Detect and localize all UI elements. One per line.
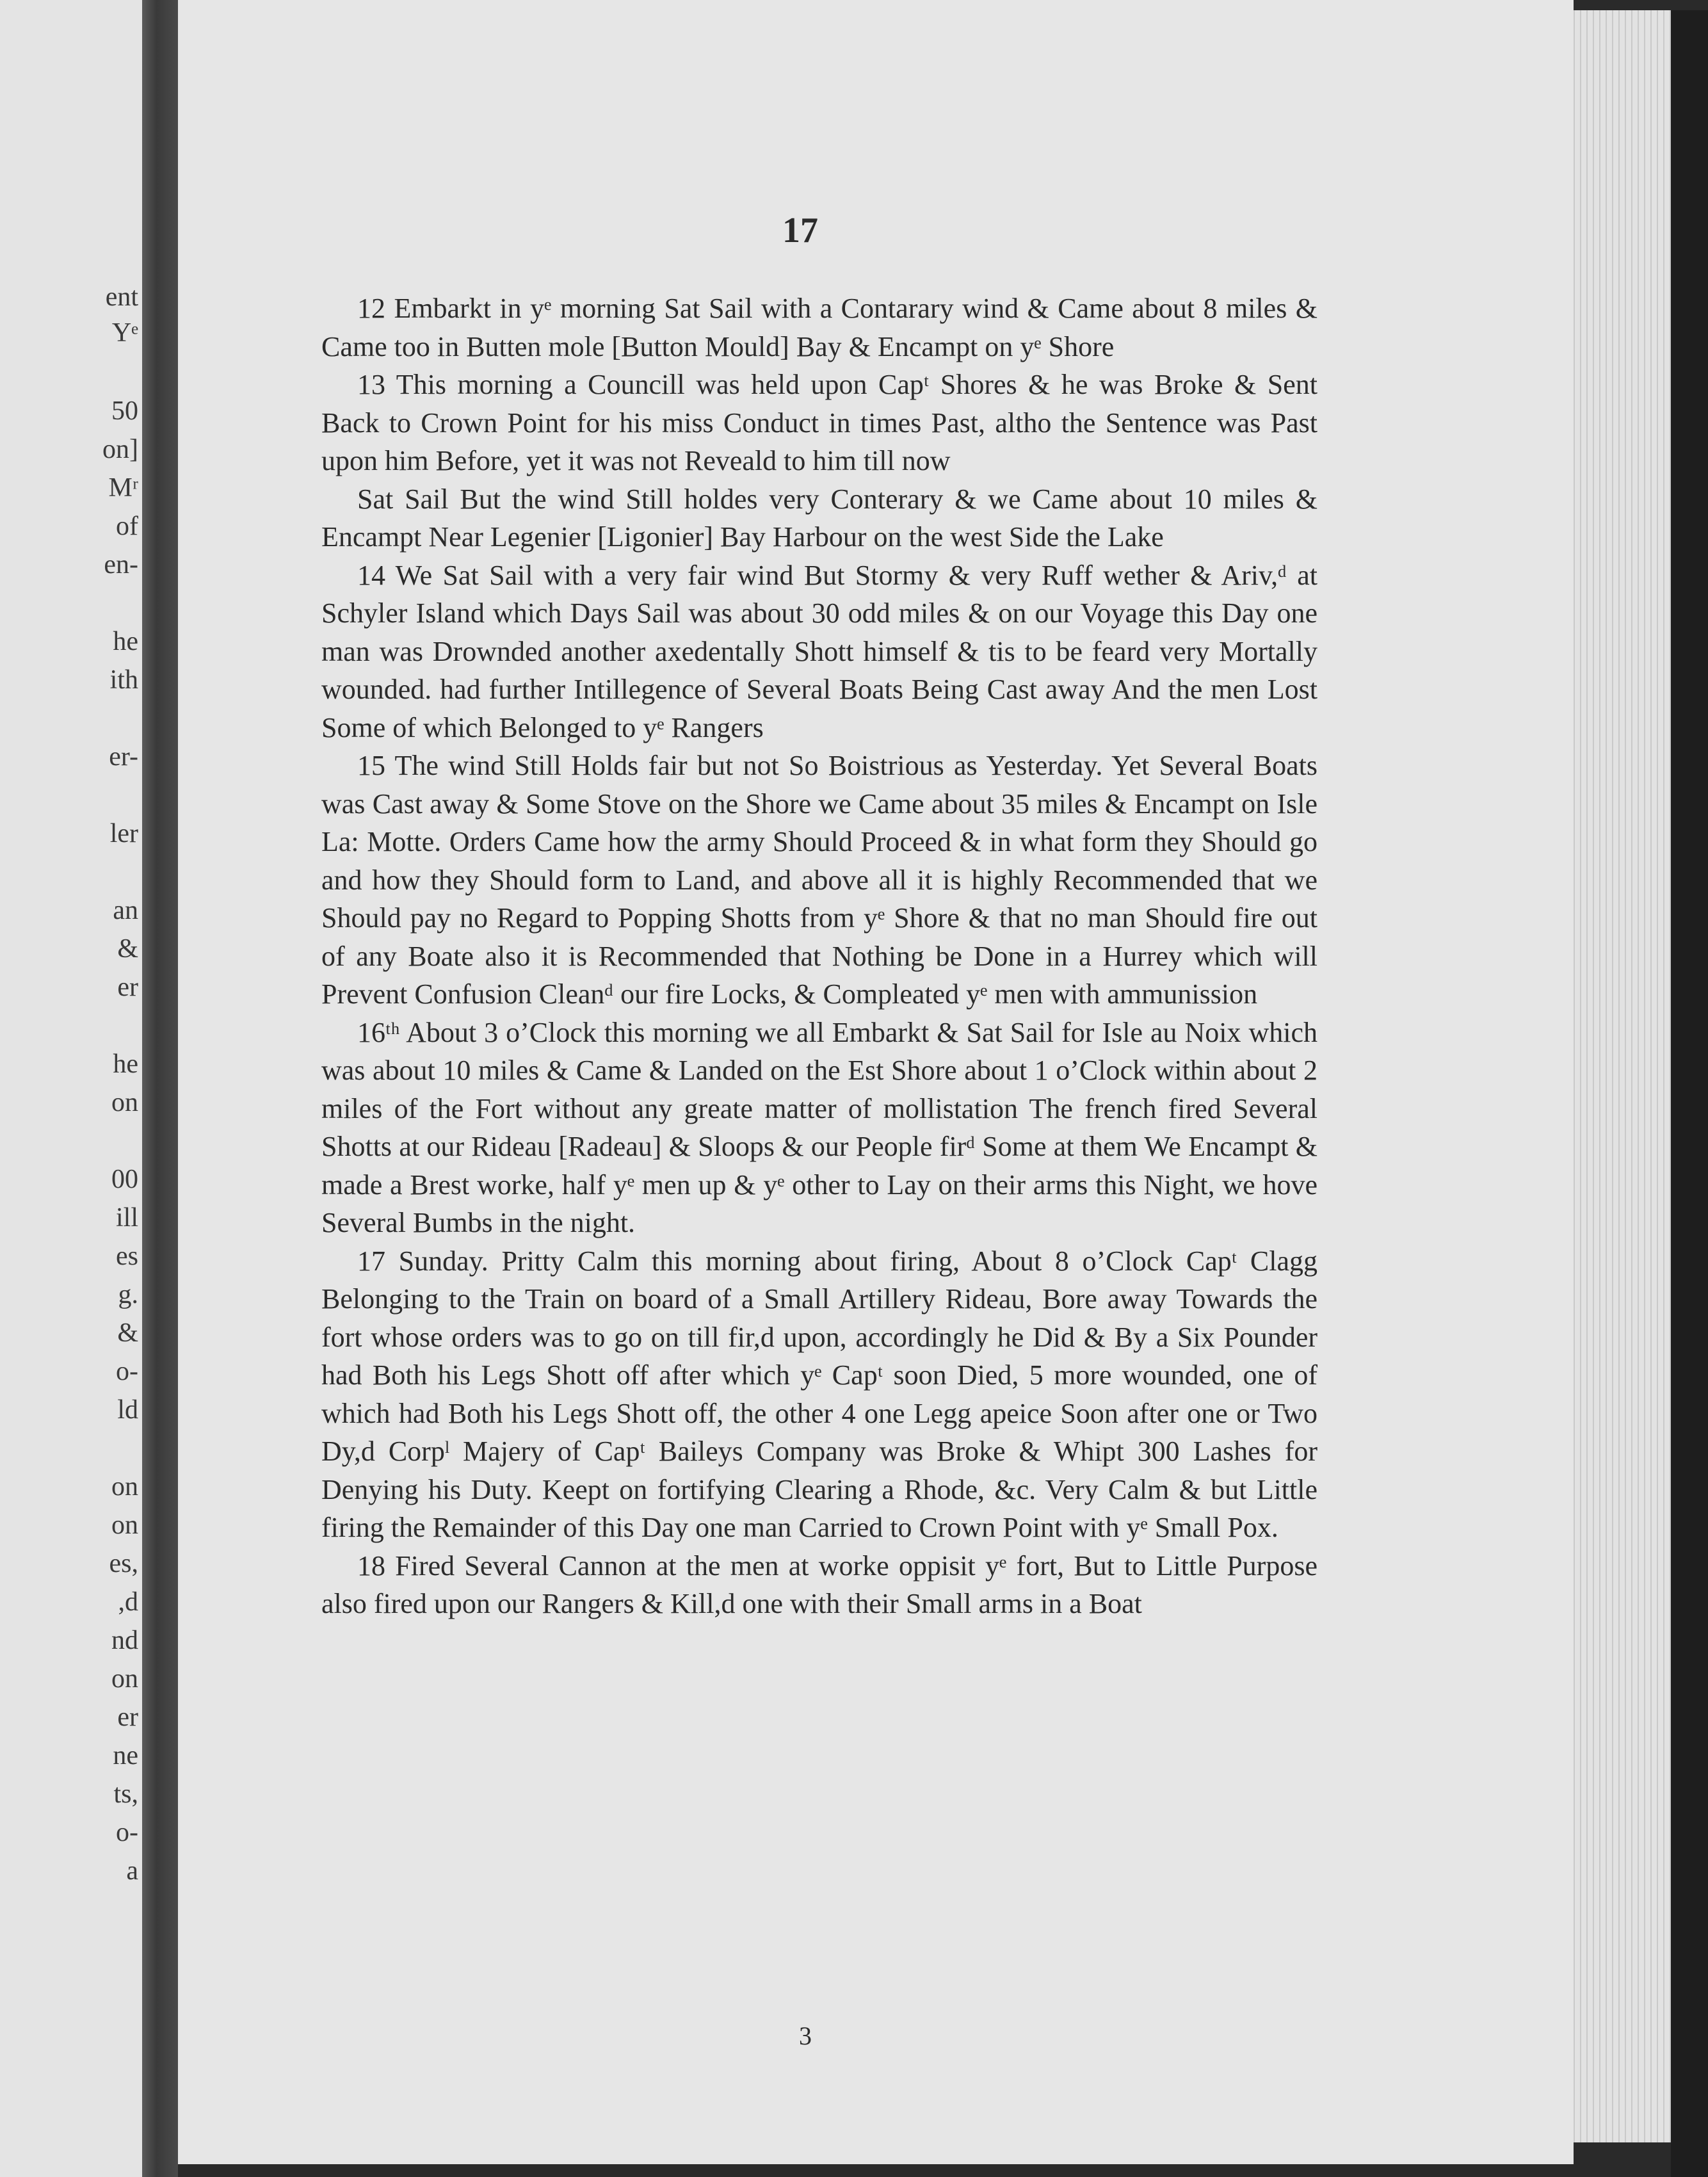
facing-page-text: ill (115, 1203, 138, 1233)
facing-page-text: & (117, 934, 138, 964)
page-edges-shadow (1671, 10, 1708, 2177)
facing-page-text: en- (104, 550, 138, 579)
facing-page (0, 0, 142, 2177)
entry-paragraph: 12 Embarkt in yᵉ morning Sat Sail with a Contarary wind & Came about 8 miles & Came too in Butten mole [Button Mould] Bay & Encampt on yᵉ Shore (321, 293, 1317, 362)
facing-page-text: an (113, 896, 138, 925)
entry-paragraph: 14 We Sat Sail with a very fair wind But Stormy & very Ruff wether & Ariv,ᵈ at Schyler Island which Days Sail was about 30 odd miles & on our Voyage this Day one man was Drownded another axedentally Shott himself & tis to be feard very Mortally wounded. had further Intillegence of Several Boats Being Cast away And the men Lost Some of which Belonged to yᵉ Rangers (321, 559, 1317, 743)
facing-page-text: o- (116, 1818, 138, 1847)
entry-paragraph: Sat Sail But the wind Still holdes very Conterary & we Came about 10 miles & Encampt Near Legenier [Ligonier] Bay Harbour on the west Side the Lake (321, 483, 1317, 553)
facing-page-text: of (116, 512, 138, 541)
facing-page-text: ith (109, 665, 138, 695)
facing-page-text: ent (105, 282, 138, 312)
facing-page-text: er- (109, 742, 138, 772)
facing-page-text: es (116, 1242, 138, 1271)
book-gutter (142, 0, 178, 2177)
facing-page-text: er (117, 973, 138, 1002)
facing-page-text: on (111, 1472, 138, 1501)
facing-page-text: & (117, 1318, 138, 1348)
facing-page-text: ler (109, 819, 138, 848)
entry-paragraph: 13 This morning a Councill was held upon Capᵗ Shores & he was Broke & Sent Back to Crown Point for his miss Conduct in times Past, altho the Sentence was Past upon him Before, yet it was not Reveald to him till now (321, 369, 1317, 476)
facing-page-text: ,d (118, 1587, 138, 1617)
facing-page-text: ne (113, 1741, 138, 1770)
facing-page-text: 50 (111, 396, 138, 426)
facing-page-text: nd (111, 1626, 138, 1655)
page-text (321, 289, 1317, 1623)
facing-page-text: a (126, 1856, 138, 1886)
facing-page-text: on] (102, 435, 138, 464)
page-number: 17 (782, 211, 818, 250)
facing-page-text: ld (117, 1395, 138, 1425)
facing-page-text: ts, (113, 1779, 138, 1809)
facing-page-text: es, (109, 1549, 138, 1578)
facing-page-text: 00 (111, 1165, 138, 1194)
facing-page-text: on (111, 1664, 138, 1694)
facing-page-text: o- (116, 1357, 138, 1386)
facing-page-text: he (113, 627, 138, 656)
facing-page-text: on (111, 1510, 138, 1540)
entry-paragraph: 15 The wind Still Holds fair but not So Boistrious as Yesterday. Yet Several Boats was Cast away & Some Stove on the Shore we Came about 35 miles & Encampt on Isle La: Motte. Orders Came how the army Should Proceed & in what form they Should go and how they Should form to Land, and above all it is highly Recommended that we Should pay no Regard to Popping Shotts from yᵉ Shore & that no man Should fire out of any Boate also it is Recommended that Nothing be Done in a Hurrey which will Prevent Confusion Cleanᵈ our fire Locks, & Compleated yᵉ men with ammunission (321, 750, 1317, 1010)
signature-mark: 3 (799, 2021, 812, 2050)
facing-page-text: er (117, 1703, 138, 1732)
entry-paragraph: 17 Sunday. Pritty Calm this morning about firing, About 8 o’Clock Capᵗ Clagg Belonging to the Train on board of a Small Artillery Rideau, Bore away Towards the fort whose orders was to go on till fir,d upon, accordingly he Did & By a Six Pounder had Both his Legs Shott off after which yᵉ Capᵗ soon Died, 5 more wounded, one of which had Both his Legs Shott off, the other 4 one Legg apeice Soon after one or Two Dy,d Corpˡ Majery of Capᵗ Baileys Company was Broke & Whipt 300 Lashes for Denying his Duty. Keept on fortifying Clearing a Rhode, &c. Very Calm & but Little firing the Remainder of this Day one man Carried to Crown Point with yᵉ Small Pox. (321, 1245, 1317, 1543)
entry-paragraph: 18 Fired Several Cannon at the men at worke oppisit yᵉ fort, But to Little Purpose also fired upon our Rangers & Kill,d one with their Small arms in a Boat (321, 1550, 1317, 1619)
facing-page-text: he (113, 1049, 138, 1079)
facing-page-text: on (111, 1088, 138, 1117)
entry-paragraph: 16ᵗʰ About 3 o’Clock this morning we all Embarkt & Sat Sail for Isle au Noix which was about 10 miles & Came & Landed on the Est Shore about 1 o’Clock within about 2 miles of the Fort without any greate matter of mollistation The french fired Several Shotts at our Rideau [Radeau] & Sloops & our People firᵈ Some at them We Encampt & made a Brest worke, half yᵉ men up & yᵉ other to Lay on their arms this Night, we hove Several Bumbs in the night. (321, 1016, 1317, 1238)
facing-page-text: Mʳ (108, 473, 138, 503)
facing-page-text: Yᵉ (111, 318, 138, 348)
facing-page-text: g. (118, 1280, 138, 1309)
